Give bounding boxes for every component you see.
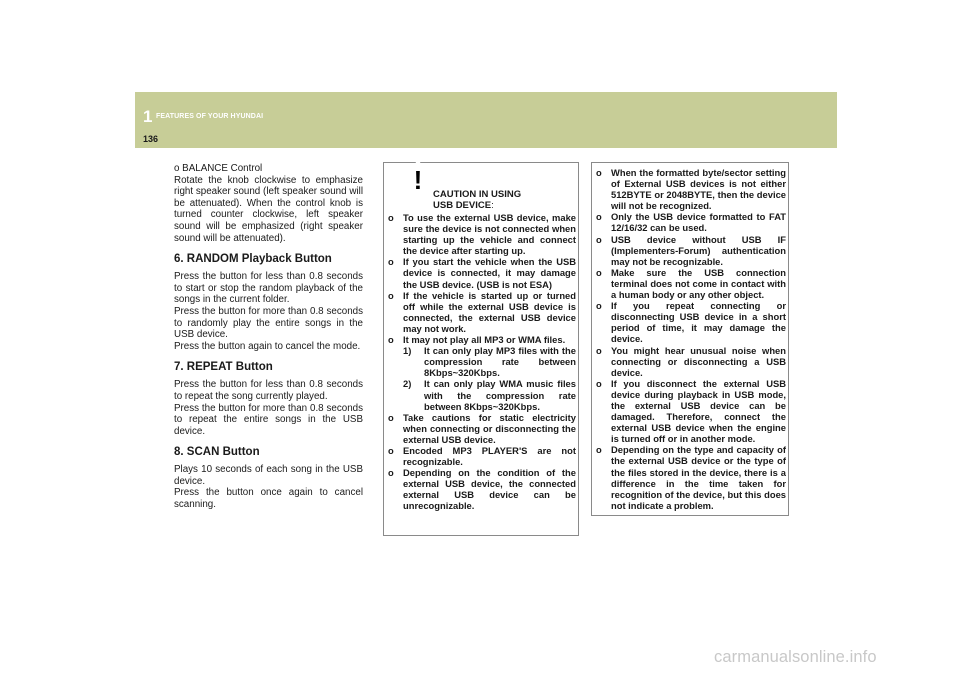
caution-title-line2: USB DEVICE (433, 200, 492, 211)
note-item-text: USB device without USB IF (Implementers-Forum) authentication may not be recognizable. (611, 233, 786, 267)
caution-item-text: If the vehicle is started up or turned off while the external USB device is connected, the external USB device may not work. (403, 289, 576, 334)
random-text-1: Press the button for less than 0.8 seconds to start or stop the random playback of the songs in the current folder. (174, 271, 363, 306)
note-item-text: Depending on the type and capacity of the external USB device or the type of the files stored in the device, there is a difference in the time taken for recognition of the device, but this does not indicate a problem. (611, 444, 786, 511)
bullet-marker: o (388, 411, 394, 423)
caution-title (433, 189, 573, 211)
sub-item-text: It can only play MP3 files with the compression rate between 8Kbps~320Kbps. (424, 345, 576, 379)
list-item (388, 256, 576, 289)
list-item (596, 267, 786, 300)
note-item-text: If you disconnect the external USB device during playback in USB mode, the external USB device can be damaged. Therefore, connect the external USB device when the engine is turned off or in another mode. (611, 377, 786, 445)
page-number: 136 (143, 134, 159, 144)
sub-item-text: It can only play WMA music files with the compression rate between 8Kbps~320Kbps. (424, 378, 576, 412)
bullet-marker: o (388, 256, 394, 268)
random-text-3: Press the button again to cancel the mode. (174, 340, 361, 352)
repeat-text-1: Press the button for less than 0.8 seconds to repeat the song currently played. (174, 379, 363, 402)
caution-item-text: Encoded MP3 PLAYER'S are not recognizable. (403, 444, 576, 468)
repeat-text-2: Press the button for more than 0.8 seconds to repeat the entire songs in the USB device. (174, 402, 363, 437)
caution-sublist (403, 345, 576, 412)
list-item (388, 290, 576, 334)
list-item (388, 334, 576, 412)
watermark: carmanualsonline.info (714, 648, 877, 666)
bullet-marker: o (388, 289, 394, 301)
note-item-text: When the formatted byte/sector setting of External USB devices is not either 512BYTE or 2048BYTE, then the device will not be recognized. (611, 167, 786, 212)
bullet-marker: o (596, 377, 602, 389)
caution-title-line1: CAUTION IN USING (433, 189, 522, 200)
list-item (388, 467, 576, 511)
balance-heading: o BALANCE Control (174, 163, 263, 174)
usb-notes-list (596, 167, 786, 511)
bullet-marker: o (388, 334, 394, 346)
bullet-marker: o (388, 212, 394, 223)
sub-list-item (403, 345, 576, 378)
scan-title: 8. SCAN Button (174, 446, 260, 459)
list-item (596, 378, 786, 445)
sub-list-item (403, 378, 576, 411)
list-item (596, 345, 786, 378)
bullet-marker: o (596, 444, 602, 456)
note-item-text: If you repeat connecting or disconnecting USB device in a short period of time, it may damage the device. (611, 300, 786, 345)
list-item (388, 212, 576, 256)
svg-text:!: ! (413, 165, 423, 195)
chapter-number: 1 (143, 107, 153, 126)
left-column (174, 163, 363, 511)
sub-marker: 1) (403, 345, 412, 357)
list-item (388, 445, 576, 467)
repeat-title: 7. REPEAT Button (174, 361, 273, 374)
random-title: 6. RANDOM Playback Button (174, 253, 332, 266)
random-text-2: Press the button for more than 0.8 seconds to randomly play the entire songs in the USB device. (174, 305, 363, 341)
chapter-title: FEATURES OF YOUR HYUNDAI (156, 113, 264, 120)
caution-item-text: Take cautions for static electricity when connecting or disconnecting the external USB device. (403, 411, 576, 445)
caution-list (388, 212, 576, 512)
list-item (596, 211, 786, 233)
note-item-text: You might hear unusual noise when connecting or disconnecting a USB device. (611, 344, 786, 378)
scan-text-2: Press the button once again to cancel scanning. (174, 487, 363, 511)
balance-text: Rotate the knob clockwise to emphasize right speaker sound (left speaker sound will be attenuated). When the control knob is turned counter clockwise, left speaker sound will be emphasized (right speaker sound will be attenuated). (174, 174, 363, 244)
list-item (596, 167, 786, 211)
bullet-marker: o (596, 233, 602, 245)
caution-title-colon: : (491, 200, 494, 211)
caution-item-text: To use the external USB device, make sure the device is not connected when starting up the vehicle and connect the device after starting up. (403, 212, 576, 257)
bullet-marker: o (596, 167, 602, 178)
caution-title-line2-wrap (433, 200, 573, 211)
caution-item-text: It may not play all MP3 or WMA files. (403, 334, 566, 346)
bullet-marker: o (388, 467, 394, 479)
sub-marker: 2) (403, 378, 412, 390)
bullet-marker: o (596, 300, 602, 312)
caution-item-text: If you start the vehicle when the USB device is connected, it may damage the USB device. (USB is not ESA) (403, 256, 576, 290)
bullet-marker: o (388, 444, 394, 456)
list-item (596, 444, 786, 511)
bullet-marker: o (596, 344, 602, 356)
scan-text-1: Plays 10 seconds of each song in the USB device. (174, 464, 363, 487)
note-item-text: Only the USB device formatted to FAT 12/16/32 can be used. (611, 211, 786, 234)
bullet-marker: o (596, 211, 602, 223)
list-item (596, 300, 786, 344)
list-item (388, 412, 576, 445)
note-item-text: Make sure the USB connection terminal does not come in contact with a human body or any other object. (611, 266, 786, 301)
caution-item-text: Depending on the condition of the external USB device, the connected external USB device can be unrecognizable. (403, 467, 576, 512)
header-band (135, 92, 837, 148)
bullet-marker: o (596, 266, 602, 278)
list-item (596, 234, 786, 267)
